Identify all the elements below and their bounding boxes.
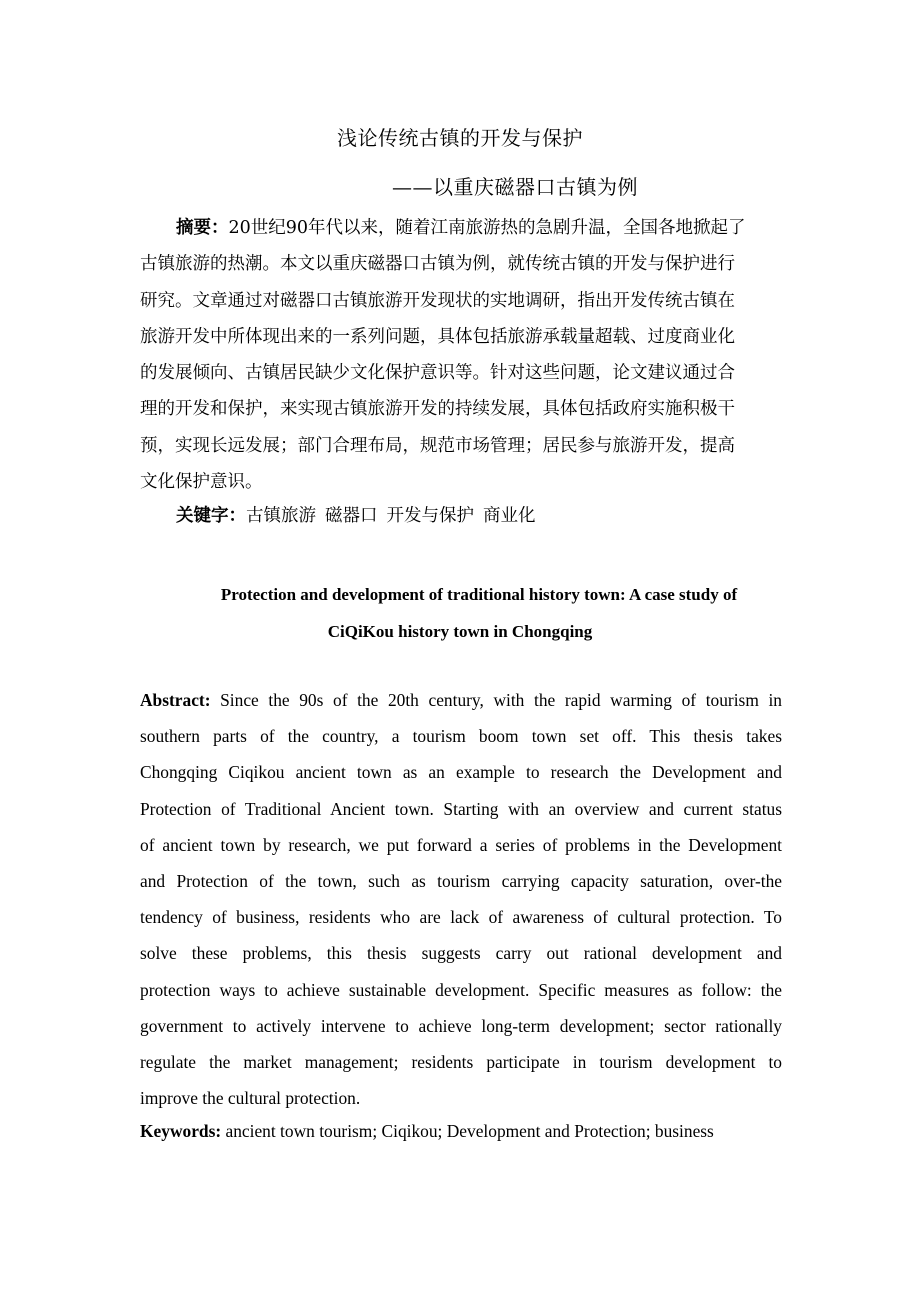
abstract-cn-line: 古镇旅游的热潮。本文以重庆磁器口古镇为例，就传统古镇的开发与保护进行 <box>140 254 735 275</box>
abstract-cn-line: 研究。文章通过对磁器口古镇旅游开发现状的实地调研，指出开发传统古镇在 <box>140 290 735 311</box>
abstract-en-line: southern parts of the country, a tourism boom town set off. This thesis takes <box>140 726 782 747</box>
chinese-keywords <box>176 503 545 529</box>
english-abstract-label: Abstract: <box>140 690 211 710</box>
abstract-cn-line <box>140 210 782 246</box>
english-keywords-text: ancient town tourism; Ciqikou; Development and Protection; business <box>221 1121 714 1141</box>
chinese-abstract-label: 摘要： <box>176 218 229 238</box>
abstract-en-line: tendency of business, residents who are lack of awareness of cultural protection. To <box>140 907 782 928</box>
abstract-cn-line: 预，实现长远发展；部门合理布局，规范市场管理；居民参与旅游开发，提高 <box>140 435 735 456</box>
keyword-cn: 磁器口 <box>325 506 378 526</box>
abstract-en-text: Since the 90s of the 20th century, with the rapid warming of tourism in <box>210 690 782 710</box>
english-abstract <box>140 682 782 1116</box>
abstract-en-line: protection ways to achieve sustainable development. Specific measures as follow: the <box>140 979 782 1000</box>
chinese-abstract <box>140 210 782 500</box>
english-keywords-label: Keywords: <box>140 1121 222 1141</box>
abstract-en-line: solve these problems, this thesis suggests carry out rational development and <box>140 943 782 964</box>
english-title <box>0 576 920 650</box>
keyword-cn: 古镇旅游 <box>246 506 316 526</box>
abstract-en-line: of ancient town by research, we put forward a series of problems in the Development <box>140 834 782 855</box>
abstract-cn-line: 理的开发和保护，来实现古镇旅游开发的持续发展，具体包括政府实施积极干 <box>140 399 735 420</box>
abstract-en-line: government to actively intervene to achieve long-term development; sector rationally <box>140 1015 782 1036</box>
abstract-en-line: Protection of Traditional Ancient town. Starting with an overview and current status <box>140 798 782 819</box>
chinese-title: 浅论传统古镇的开发与保护 <box>337 126 583 150</box>
keyword-cn: 开发与保护 <box>386 506 474 526</box>
abstract-cn-line: 文化保护意识。 <box>140 472 263 493</box>
chinese-subtitle: ——以重庆磁器口古镇为例 <box>392 175 638 199</box>
abstract-en-line: improve the cultural protection. <box>140 1088 361 1109</box>
chinese-keywords-label: 关键字： <box>176 506 246 526</box>
abstract-en-line <box>140 682 782 718</box>
abstract-cn-line: 旅游开发中所体现出来的一系列问题，具体包括旅游承载量超载、过度商业化 <box>140 326 735 347</box>
abstract-en-line: and Protection of the town, such as tourism carrying capacity saturation, over-the <box>140 871 782 892</box>
abstract-cn-line: 的发展倾向、古镇居民缺少文化保护意识等。针对这些问题，论文建议通过合 <box>140 363 735 384</box>
english-keywords <box>140 1118 714 1144</box>
abstract-cn-text: 20世纪90年代以来，随着江南旅游热的急剧升温，全国各地掀起了 <box>228 218 746 238</box>
english-title-line: CiQiKou history town in Chongqing <box>327 622 593 641</box>
abstract-en-line: Chongqing Ciqikou ancient town as an example to research the Development and <box>140 762 782 783</box>
abstract-en-line: regulate the market management; residents participate in tourism development to <box>140 1052 782 1073</box>
keyword-cn: 商业化 <box>483 506 536 526</box>
english-title-line: Protection and development of traditional history town: A case study of <box>220 585 738 604</box>
